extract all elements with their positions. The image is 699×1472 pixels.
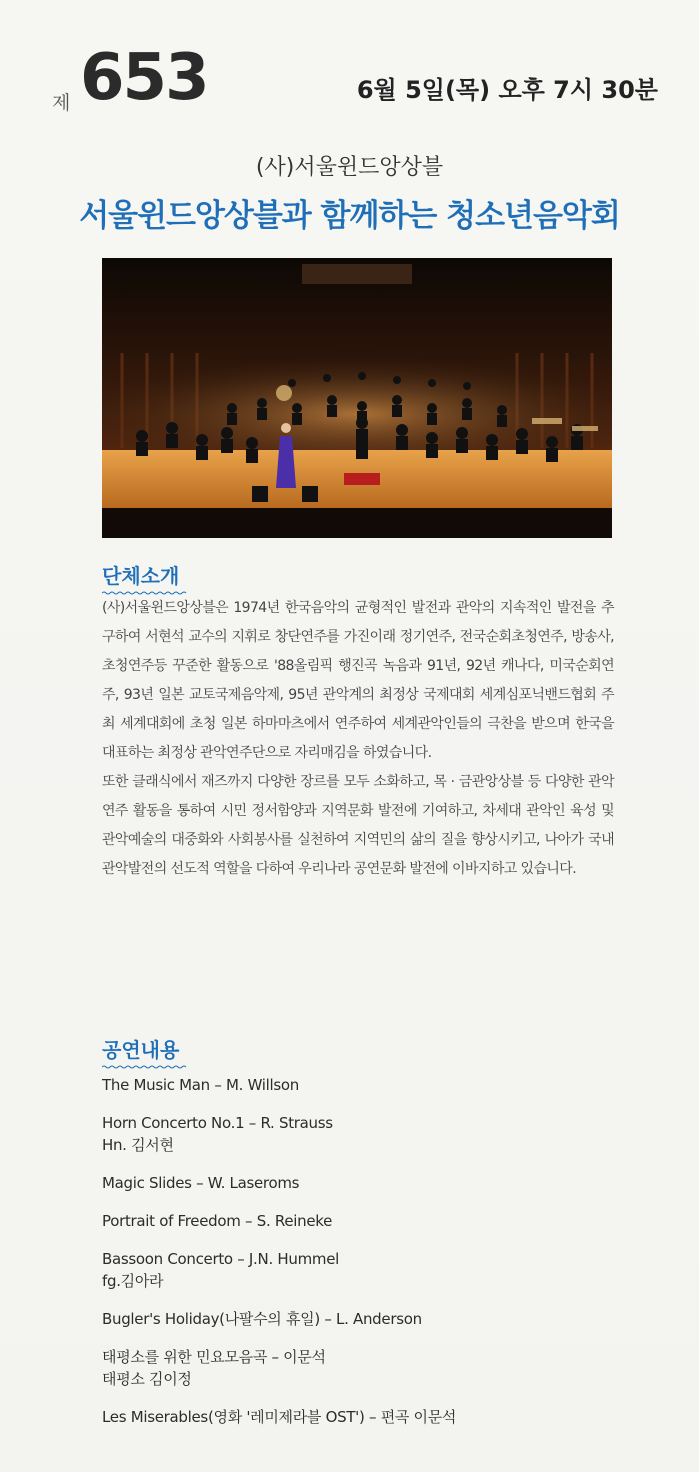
number-prefix: 제: [52, 92, 71, 114]
program-performer: 태평소 김이정: [102, 1370, 192, 1388]
program-work: Bassoon Concerto – J.N. Hummel: [102, 1250, 339, 1268]
intro-paragraph: (사)서울윈드앙상블은 1974년 한국음악의 균형적인 발전과 관악의 지속적인 발전을 추구하여 서현석 교수의 지휘로 창단연주를 가진이래 정기연주, 전국순회초청연주, 방송사, 초청연주등 꾸준한 활동으로 '88올림픽 행진곡 녹음과 91년, 92년 캐나다, 미국순회연주, 93년 일본 교토국제음악제, 95년 관악계의 최정상 국제대회 세계심포닉밴드협회 주최 세계대회에 초청 일본 하마마츠에서 연주하여 세계관악인들의 극찬을 받으며 한국을 대표하는 최정상 관악연주단으로 자리매김을 하였습니다.: [102, 600, 614, 761]
intro-heading: [102, 560, 188, 595]
program-work: The Music Man – M. Willson: [102, 1076, 299, 1094]
concert-title: 서울윈드앙상블과 함께하는 청소년음악회: [79, 198, 620, 234]
organizer-name: (사)서울윈드앙상블: [255, 155, 444, 180]
program-item: [102, 1406, 622, 1428]
concert-header: [46, 41, 666, 115]
program-item: [102, 1210, 622, 1232]
program-work: Les Miserables(영화 '레미제라블 OST') – 편곡 이문석: [102, 1408, 457, 1426]
program-work: Horn Concerto No.1 – R. Strauss: [102, 1114, 333, 1132]
program-item: [102, 1172, 622, 1194]
program-work: Bugler's Holiday(나팔수의 휴일) – L. Anderson: [102, 1310, 422, 1328]
program-heading: [102, 1034, 188, 1069]
concert-photo-image: [102, 258, 612, 538]
program-heading-text: 공연내용: [102, 1038, 180, 1062]
intro-body: [102, 594, 614, 884]
program-item: [102, 1248, 622, 1292]
wave-underline: [102, 1065, 188, 1069]
program-item: [102, 1308, 622, 1330]
program-work: Portrait of Freedom – S. Reineke: [102, 1212, 333, 1230]
program-item: [102, 1112, 622, 1156]
program-performer: Hn. 김서현: [102, 1136, 174, 1154]
program-item: [102, 1074, 622, 1096]
intro-heading-text: 단체소개: [102, 564, 180, 588]
program-item: [102, 1346, 622, 1390]
concert-datetime: 6월 5일(목) 오후 7시 30분: [356, 76, 658, 104]
concert-number: 653: [80, 41, 208, 115]
program-work: Magic Slides – W. Laseroms: [102, 1174, 300, 1192]
program-list: [102, 1074, 622, 1444]
intro-paragraph: 또한 클래식에서 재즈까지 다양한 장르를 모두 소화하고, 목 · 금관앙상블 등 다양한 관악연주 활동을 통하여 시민 정서함양과 지역문화 발전에 기여하고, 차세대 관악인 육성 및 관악예술의 대중화와 사회봉사를 실천하여 지역민의 삶의 질을 향상시키고, 나아가 국내 관악발전의 선도적 역할을 다하여 우리나라 공연문화 발전에 이바지하고 있습니다.: [102, 774, 614, 877]
program-work: 태평소를 위한 민요모음곡 – 이문석: [102, 1348, 326, 1366]
concert-photo: [102, 258, 612, 538]
program-performer: fg.김아라: [102, 1272, 164, 1290]
